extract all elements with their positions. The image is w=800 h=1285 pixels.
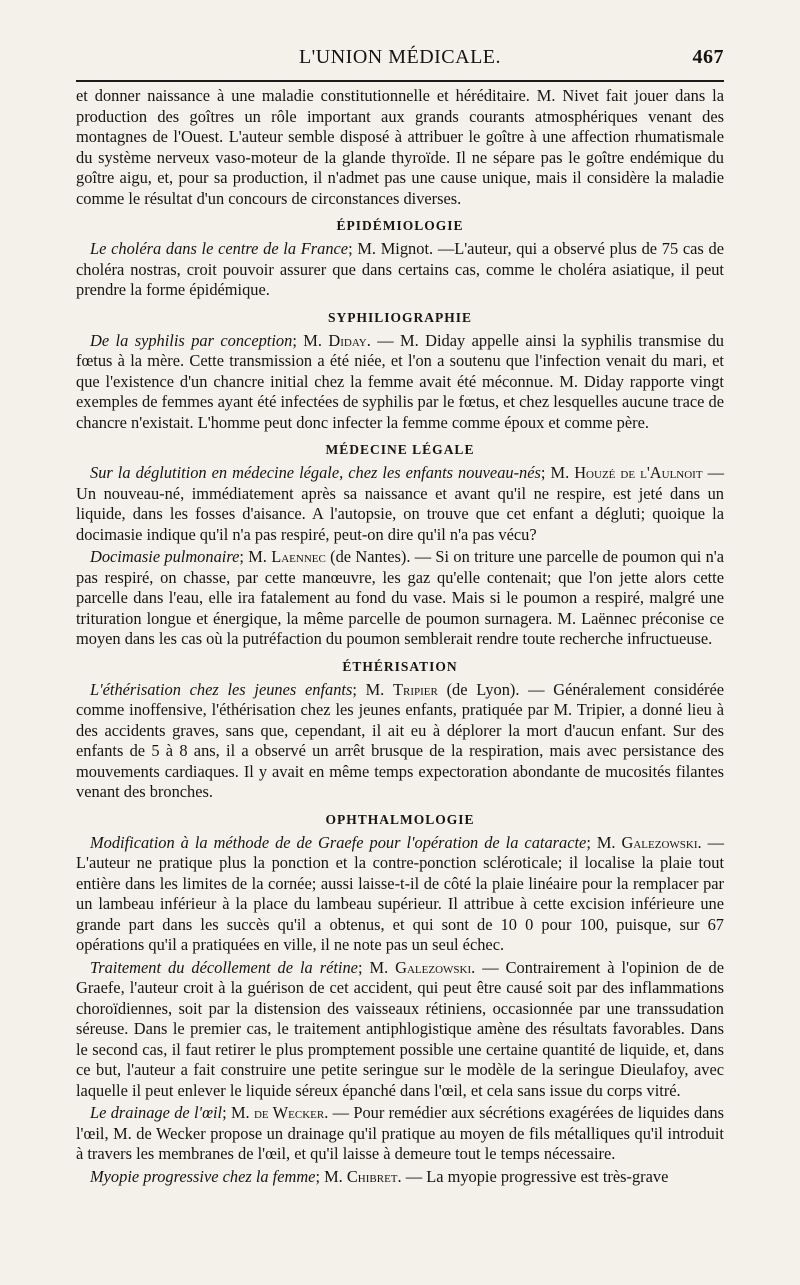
entry-author: Galezowski — [395, 957, 472, 977]
entry-body: . — M. Diday appelle ainsi la syphilis transmise du fœtus à la mère. Cette transmission a été niée, et l'on a soutenu que l'infection venait du mari, et que l'existence d'un chancre initial chez la femme avait été méconnue. M. Diday rapporte vingt exemples de femmes ayant été infectées de syphilis par le fœtus, et chez lesquelles aucune trace de chancre n'existait. L'homme peut donc infecter la femme comme époux et comme père. — [76, 330, 725, 432]
entry-separator: ; M. — [348, 239, 381, 258]
entry-author: Galezowski — [621, 832, 698, 852]
entry-title: Myopie progressive chez la femme — [90, 1166, 316, 1186]
header-rule — [76, 80, 724, 82]
entry-title: Modification à la méthode de de Graefe pour l'opération de la cataracte — [90, 832, 587, 852]
entry-body: . — Pour remédier aux sécrétions exagérées de liquides dans l'œil, M. de Wecker propose un drainage qu'il pratique au moyen de fils métalliques qu'il introduit à travers les membranes de l'œil, et qu'il laisse à demeure tout le temps nécessaire. — [76, 1103, 725, 1163]
entry-body: . — L'auteur ne pratique plus la ponction et la contre-ponction scléroticale; il localise la plaie tout entière dans les limites de la cornée; aussi laisse-t-il de côté la plaie linéaire pour la remplacer par un lambeau inférieur à la place du lambeau supérieur. Il attribue à cette excision inférieure une grande part dans les succès qu'il a obtenus, et qui sont de 10 0 pour 100, puisque, sur 67 opérations qu'il a pratiquées en ville, il ne note pas un seul échec. — [76, 832, 724, 954]
section-heading-medecine-legale: MÉDECINE LÉGALE — [325, 442, 475, 457]
entry-title: Sur la déglutition en médecine légale, chez les enfants nouveau-nés — [90, 463, 541, 482]
entry-title: De la syphilis par conception — [90, 330, 293, 350]
entry-separator: ; M. — [292, 330, 329, 350]
entry-author: Mignot — [380, 239, 430, 258]
entry-separator: ; M. — [352, 679, 393, 699]
entry-title: Le choléra dans le centre de la France — [90, 239, 349, 258]
entry-author: Laennec — [271, 547, 326, 566]
entry-syphilis-conception — [76, 331, 724, 434]
entry-separator: ; M. — [357, 957, 396, 977]
article-body — [76, 86, 724, 1187]
section-heading-etherisation: ÉTHÉRISATION — [342, 658, 458, 674]
entry-separator: ; M. — [222, 1103, 254, 1122]
entry-body: (de Lyon). — Généralement considérée comme inoffensive, l'éthérisation chez les jeunes enfants, pratiquée par M. Tripier, a donné lieu à des accidents graves, sans que, cependant, il ait eu à déplorer la mort d'aucun enfant. Sur des enfants de 5 à 8 ans, il a observé un arrêt brusque de la respiration, mais avec persistance des mouvements cardiaques. Il y avait en même temps expectoration abondante de mucosités filantes venant des bronches. — [76, 679, 724, 801]
section-heading-epidemiologie: ÉPIDÉMIOLOGIE — [336, 218, 464, 233]
entry-cholera — [76, 239, 724, 301]
entry-body: . — Contrairement à l'opinion de de Graefe, l'auteur croit à la guérison de cet accident, qui peut être causé soit par des inflammations choroïdiennes, soit par la distension des vaisseaux rétiniens, occasionnée par une transsudation séreuse. Dans le premier cas, le traitement antiphlogistique amène des résultats favorables. Dans le second cas, il faut retirer le plus promptement possible une certaine quantité de liquide, et, dans ce but, l'auteur a fait construire une petite seringue sur le modèle de la seringue Dieulafoy, avec laquelle il peut enlever le liquide séreux épanché dans l'œil, et cela sans issue du corps vitré. — [76, 957, 725, 1100]
intro-paragraph: et donner naissance à une maladie constitutionnelle et héréditaire. M. Nivet fait jouer dans la production des goîtres un rôle important aux grands courants atmosphériques venant des montagnes de l'Ouest. L'auteur semble disposé à attribuer le goître à une affection rhumatismale du système nerveux vaso-moteur de la glande thyroïde. Il ne sépare pas le goître endémique du goître aigu, et, pour sa production, il n'admet pas une cause unique, mais il considère la maladie comme le résultat d'un concours de circonstances diverses. — [76, 86, 724, 208]
entry-drainage-oeil — [76, 1103, 724, 1165]
section-heading-syphiliographie: SYPHILIOGRAPHIE — [327, 309, 473, 325]
entry-separator: ; M. — [315, 1166, 347, 1186]
running-head — [76, 40, 724, 72]
entry-etherisation — [76, 680, 724, 803]
entry-title: L'éthérisation chez les jeunes enfants — [90, 679, 353, 699]
entry-myopie — [76, 1167, 724, 1188]
page-number: 467 — [692, 46, 724, 68]
entry-title: Docimasie pulmonaire — [90, 547, 240, 566]
entry-separator: ; M. — [586, 832, 622, 852]
section-heading-ophthalmologie: OPHTHALMOLOGIE — [325, 811, 475, 827]
journal-title: L'UNION MÉDICALE. — [298, 46, 502, 68]
entry-author: Houzé de l'Aulnoit — [574, 463, 703, 482]
entry-author: de Wecker — [253, 1103, 325, 1122]
entry-body: — Un nouveau-né, immédiatement après sa naissance et avant qu'il ne respire, est jeté dans un liquide, dans les fosses d'aisance. A l'autopsie, on trouve que cet enfant a dégluti; quoique la docimasie indique qu'il n'a pas respiré, peut-on dire qu'il n'a pas vécu? — [76, 463, 725, 544]
entry-docimasie — [76, 547, 724, 650]
entry-author: Diday — [328, 330, 367, 350]
entry-author: Chibret — [346, 1166, 398, 1186]
entry-separator: ; M. — [239, 547, 272, 566]
entry-body: . —L'auteur, qui a observé plus de 75 cas de choléra nostras, croit pouvoir assurer que dans certains cas, comme le choléra asiatique, il peut prendre la forme épidémique. — [76, 239, 724, 299]
entry-deglutition — [76, 463, 724, 545]
entry-author: Tripier — [393, 679, 438, 699]
entry-separator: ; M. — [540, 463, 575, 482]
entry-title: Traitement du décollement de la rétine — [90, 957, 358, 977]
entry-body: (de Nantes). — Si on triture une parcelle de poumon qui n'a pas respiré, on chasse, par cette manœuvre, les gaz qu'elle contenait; que l'on jette alors cette parcelle dans l'eau, elle ira fatalement au fond du vase. Mais si le poumon a respiré, malgré une trituration longue et énergique, la même parcelle de poumon surnagera. M. Laënnec préconise ce moyen dans les cas où la putréfaction du poumon semblerait rendre toute recherche infructueuse. — [76, 547, 725, 648]
entry-title: Le drainage de l'œil — [90, 1103, 223, 1122]
entry-cataracte — [76, 833, 724, 956]
entry-decollement-retine — [76, 958, 724, 1102]
entry-body: . — La myopie progressive est très-grave — [397, 1166, 669, 1186]
